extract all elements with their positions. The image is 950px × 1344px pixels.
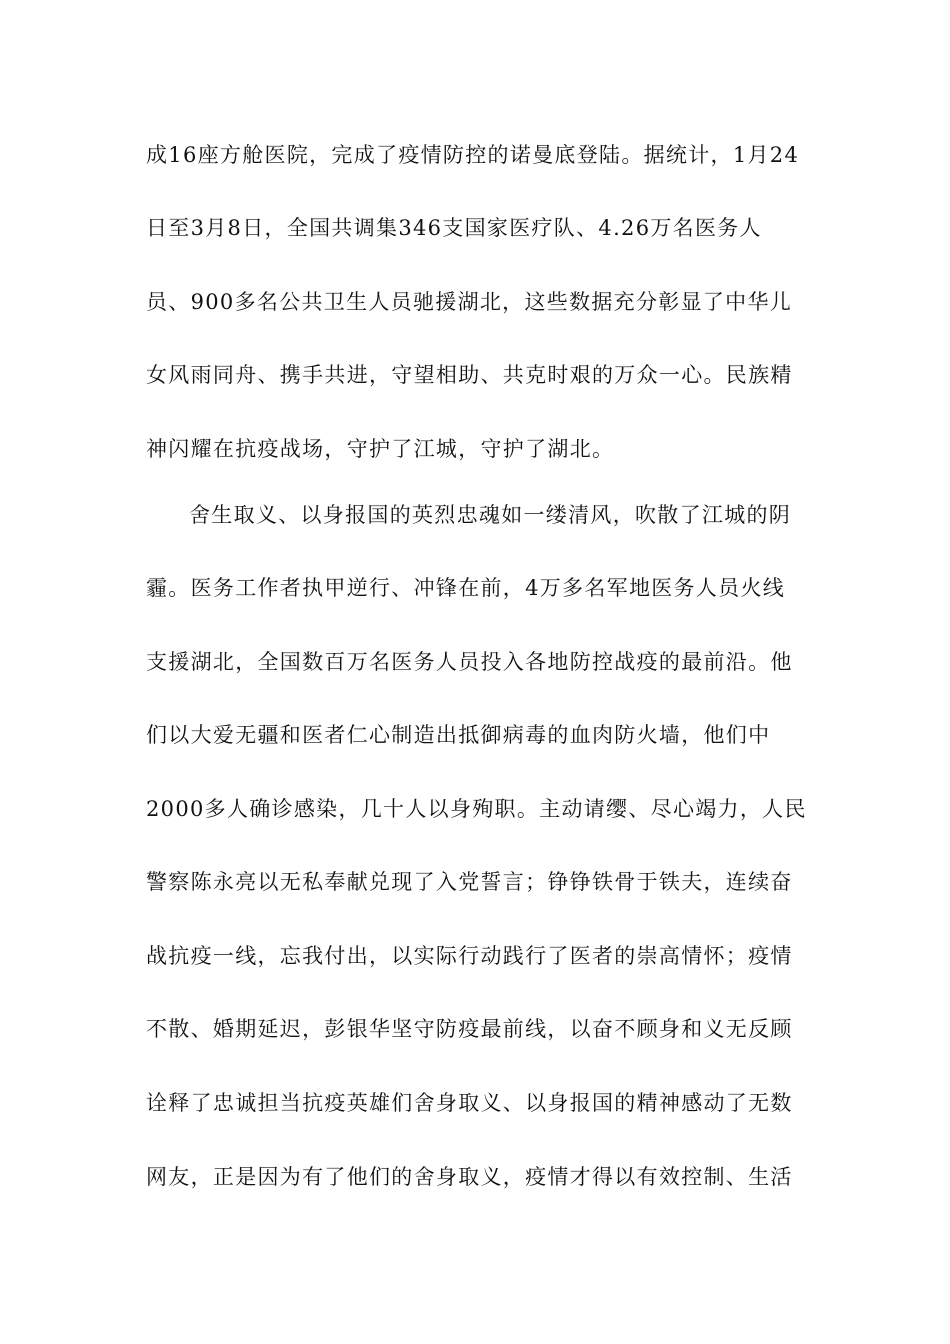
text-line: 2000多人确诊感染，几十人以身殉职。主动请缨、尽心竭力，人民 [146, 797, 807, 821]
text-line: 支援湖北，全国数百万名医务人员投入各地防控战疫的最前沿。他 [146, 650, 793, 674]
text-line: 诠释了忠诚担当抗疫英雄们舍身取义、以身报国的精神感动了无数 [146, 1091, 793, 1115]
text-line: 霾。医务工作者执甲逆行、冲锋在前，4万多名军地医务人员火线 [146, 576, 786, 600]
text-line: 女风雨同舟、携手共进，守望相助、共克时艰的万众一心。民族精 [146, 363, 793, 387]
text-line: 不散、婚期延迟，彭银华坚守防疫最前线，以奋不顾身和义无反顾 [146, 1017, 793, 1041]
text-line: 网友，正是因为有了他们的舍身取义，疫情才得以有效控制、生活 [146, 1165, 793, 1189]
text-line: 战抗疫一线，忘我付出，以实际行动践行了医者的崇高情怀；疫情 [146, 944, 793, 968]
text-line: 日至3月8日，全国共调集346支国家医疗队、4.26万名医务人 [146, 216, 762, 240]
text-line: 们以大爱无疆和医者仁心制造出抵御病毒的血肉防火墙，他们中 [146, 723, 771, 747]
text-line: 员、900多名公共卫生人员驰援湖北，这些数据充分彰显了中华儿 [146, 290, 793, 314]
text-line: 成16座方舱医院，完成了疫情防控的诺曼底登陆。据统计，1月24 [146, 143, 800, 167]
text-line: 神闪耀在抗疫战场，守护了江城，守护了湖北。 [146, 437, 615, 461]
text-line: 警察陈永亮以无私奉献兑现了入党誓言；铮铮铁骨于铁夫，连续奋 [146, 870, 793, 894]
paragraph-first-line: 舍生取义、以身报国的英烈忠魂如一缕清风，吹散了江城的阴 [189, 503, 792, 527]
